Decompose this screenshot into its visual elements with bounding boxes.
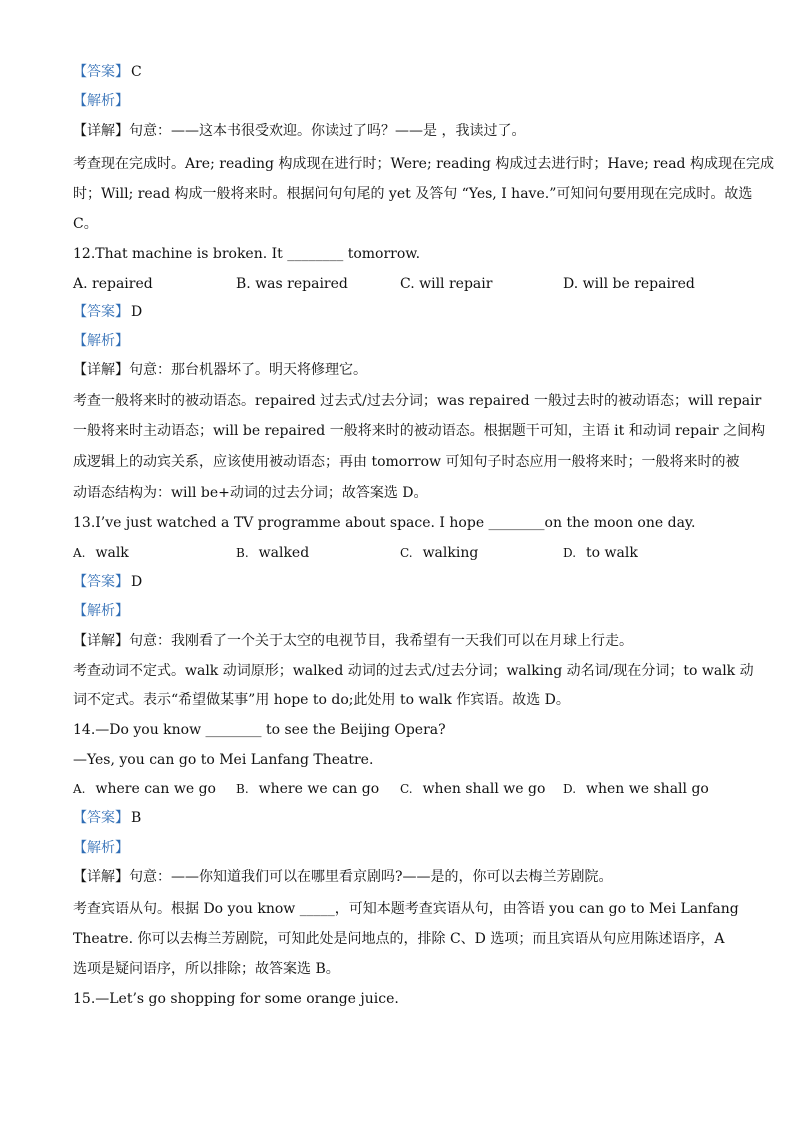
q14-option-d: [563, 779, 709, 799]
q11-answer-value: C: [131, 64, 142, 80]
q11-detail: 【详解】句意：——这本书很受欢迎。你读过了吗？——是 ，我读过了。: [73, 123, 526, 139]
q12-explain-line: 成逻辑上的动宾关系，应该使用被动语态；再由 tomorrow 可知句子时态应用一般将来时；一般将来时的被: [73, 454, 740, 470]
q14-option-a: [73, 779, 216, 799]
q11-explain-line: 时；Will; read 构成一般将来时。根据问句句尾的 yet 及答句 “Yes, I have.”可知问句要用现在完成时。故选: [73, 186, 753, 202]
q13-explain-line: 考查动词不定式。walk 动词原形；walked 动词的过去式/过去分词；walking 动名词/现在分词；to walk 动: [73, 663, 754, 679]
q12-option-a: A. repaired: [73, 276, 153, 292]
q14-option-c-letter: C.: [400, 782, 413, 796]
q12-answer-value: D: [131, 304, 143, 320]
q14-explain-line: Theatre. 你可以去梅兰芳剧院，可知此处是问地点的，排除 C、D 选项；而且宾语从句应用陈述语序，A: [73, 931, 725, 947]
q13-option-a-text: walk: [95, 545, 129, 561]
q13-answer-label: 【答案】: [73, 574, 129, 590]
q14-analysis-label: 【解析】: [73, 840, 129, 856]
q13-option-c-letter: C.: [400, 546, 413, 560]
q13-option-c: [400, 543, 478, 563]
q12-explain-line: 一般将来时主动语态；will be repaired 一般将来时的被动语态。根据题干可知，主语 it 和动词 repair 之间构: [73, 423, 766, 439]
q12-explain-line: 考查一般将来时的被动语态。repaired 过去式/过去分词；was repaired 一般过去时的被动语态；will repair: [73, 393, 762, 409]
q12-detail: 【详解】句意：那台机器坏了。明天将修理它。: [73, 362, 367, 378]
q14-option-c: [400, 779, 545, 799]
q13-answer: [73, 572, 733, 592]
q11-answer-label: 【答案】: [73, 64, 129, 80]
q13-explain-line: 词不定式。表示“希望做某事”用 hope to do;此处用 to walk 作宾语。故选 D。: [73, 692, 570, 708]
q13-answer-value: D: [131, 574, 143, 590]
q13-detail: 【详解】句意：我刚看了一个关于太空的电视节目，我希望有一天我们可以在月球上行走。: [73, 633, 633, 649]
q14-stem-reply: —Yes, you can go to Mei Lanfang Theatre.: [73, 752, 374, 768]
q14-explain-line: 考查宾语从句。根据 Do you know _____，可知本题考查宾语从句，由答语 you can go to Mei Lanfang: [73, 901, 739, 917]
q14-option-b-letter: B.: [236, 782, 249, 796]
q14-answer-value: B: [131, 810, 142, 826]
q13-option-b: [236, 543, 309, 563]
q13-analysis-label: 【解析】: [73, 603, 129, 619]
q13-option-b-text: walked: [258, 545, 310, 561]
q13-option-a: [73, 543, 129, 563]
q13-option-b-letter: B.: [236, 546, 249, 560]
q14-answer: [73, 808, 733, 828]
q14-stem: 14.—Do you know ________ to see the Beijing Opera?: [73, 722, 446, 738]
q11-answer: [73, 62, 733, 82]
q14-option-b-text: where we can go: [258, 781, 380, 797]
q14-option-b: [236, 779, 379, 799]
q12-option-b: B. was repaired: [236, 276, 348, 292]
q13-option-d-text: to walk: [586, 545, 638, 561]
q15-stem: 15.—Let’s go shopping for some orange juice.: [73, 991, 399, 1007]
q12-stem: 12.That machine is broken. It ________ tomorrow.: [73, 246, 421, 262]
q11-analysis-label: 【解析】: [73, 93, 129, 109]
q12-answer: [73, 302, 733, 322]
q14-option-c-text: when shall we go: [422, 781, 546, 797]
q13-option-a-letter: A.: [73, 546, 86, 560]
q12-answer-label: 【答案】: [73, 304, 129, 320]
q12-analysis-label: 【解析】: [73, 333, 129, 349]
q14-option-a-letter: A.: [73, 782, 86, 796]
q11-explain-line: 考查现在完成时。Are; reading 构成现在进行时；Were; reading 构成过去进行时；Have; read 构成现在完成: [73, 156, 774, 172]
q13-option-d-letter: D.: [563, 546, 577, 560]
q13-option-c-text: walking: [422, 545, 479, 561]
q11-explain-line: C。: [73, 216, 98, 232]
q14-option-d-text: when we shall go: [586, 781, 709, 797]
q14-explain-line: 选项是疑问语序，所以排除；故答案选 B。: [73, 961, 340, 977]
q13-stem: 13.I’ve just watched a TV programme about space. I hope ________on the moon one day.: [73, 515, 696, 531]
q14-option-d-letter: D.: [563, 782, 577, 796]
q12-explain-line: 动语态结构为：will be+动词的过去分词；故答案选 D。: [73, 485, 428, 501]
q12-option-d: D. will be repaired: [563, 276, 695, 292]
q14-option-a-text: where can we go: [95, 781, 216, 797]
q14-detail: 【详解】句意：——你知道我们可以在哪里看京剧吗?——是的，你可以去梅兰芳剧院。: [73, 869, 613, 885]
q12-option-c: C. will repair: [400, 276, 493, 292]
q13-option-d: [563, 543, 638, 563]
q14-answer-label: 【答案】: [73, 810, 129, 826]
